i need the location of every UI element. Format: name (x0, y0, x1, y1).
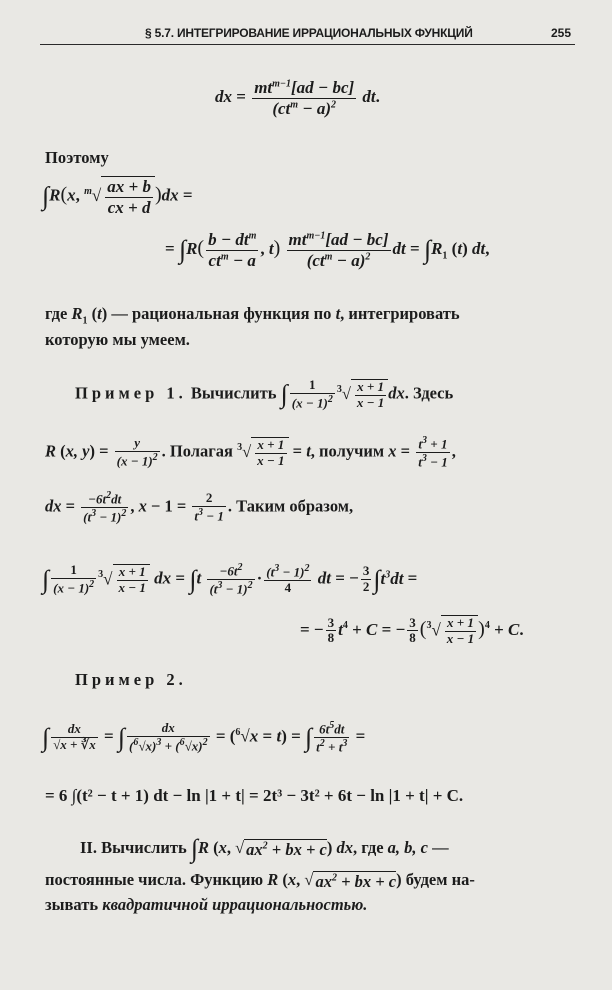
section2-term: квадратичной иррациональностью. (102, 895, 368, 914)
formula-example2-result: = 6 ∫(t² − t + 1) dt − ln |1 + t| = 2t³ − 3t² + 6t − ln |1 + t| + C. (45, 786, 464, 805)
page-number: 255 (550, 26, 571, 40)
header-title: § 5.7. ИНТЕГРИРОВАНИЕ ИРРАЦИОНАЛЬНЫХ ФУНКЦИЙ (145, 26, 473, 40)
text-therefore: Поэтому (45, 148, 109, 167)
example2-label: Пример 2. (75, 670, 187, 689)
formula-substitution-result: = ∫R( $\frac{b - dt^m}{ct^m - a}$ , t) $\frac{mt^{m-1}[ad - bc]}{(ct^m - a)^2}$ dt = $\int R_1$ (t) dt, (165, 230, 490, 270)
example1-line3: dx = $\frac{-6t^2dt}{(t^3 - 1)^2}$ , x − 1 = $\frac{2}{t^3 - 1}$ . Таким образом, (45, 490, 354, 525)
section2-line3: зывать квадратичной иррациональностью. (45, 895, 368, 914)
section2-line1: II. Вычислить ∫R (x, √ $ax^2$ + bx + c) dx, где a, b, c — (80, 834, 449, 863)
formula-example2-chain: ∫ $\frac{dx}{√x + ∛x}$ = ∫ $\frac{dx}{(^6√x)^3 + (^6√x)^2}$ = ($^6$√x = t) = ∫ $\frac{6t^5dt}{t^2 + t^3}$ = (42, 720, 366, 755)
example1-line2: R (x, y) = $\frac{y}{(x - 1)^2}$ . Полагая $^3$√ $\frac{x + 1}{x - 1}$ = t, получим x = $\frac{t^3 + 1}{t^3 - 1}$ , (45, 435, 456, 470)
text-where: где $R_1$ (t) — рациональная функция по t, интегрировать (45, 304, 460, 327)
formula-example1-chain: ∫ $\frac{1}{(x - 1)^2}$ $^3$√ $\frac{x + 1}{x - 1}$ dx = ∫t $\frac{-6t^2}{(t^3 - 1)^2}$ · $\frac{(t^3 - 1)^2}{4}$ dt = − $\frac{3}{2}$ $\int t^3dt$ = (42, 562, 418, 597)
formula-dx: dx = $\frac{mt^{m-1}[ad - bc]}{(ct^m - a)^2}$ dt. (215, 78, 380, 118)
formula-example1-result: = − $\frac{3}{8}$ $t^4 + C$ = − $\frac{3}{8}$ ($^3$√ $\frac{x + 1}{x - 1}$ )$^4$ + C. (300, 614, 524, 646)
example1-line: Пример 1. Вычислить ∫ $\frac{1}{(x - 1)^2}$ $^3$√ $\frac{x + 1}{x - 1}$ dx. Здесь (75, 377, 454, 411)
text-which: которую мы умеем. (45, 330, 190, 349)
running-header (40, 22, 575, 45)
formula-integral-r: ∫R(x, $^m$√ $\frac{ax + b}{cx + d}$ )dx = (42, 177, 193, 217)
example1-label: Пример 1. (75, 383, 187, 403)
section2-line2: постоянные числа. Функцию R (x, √ $ax^2$ + bx + c) будем на- (45, 870, 475, 891)
